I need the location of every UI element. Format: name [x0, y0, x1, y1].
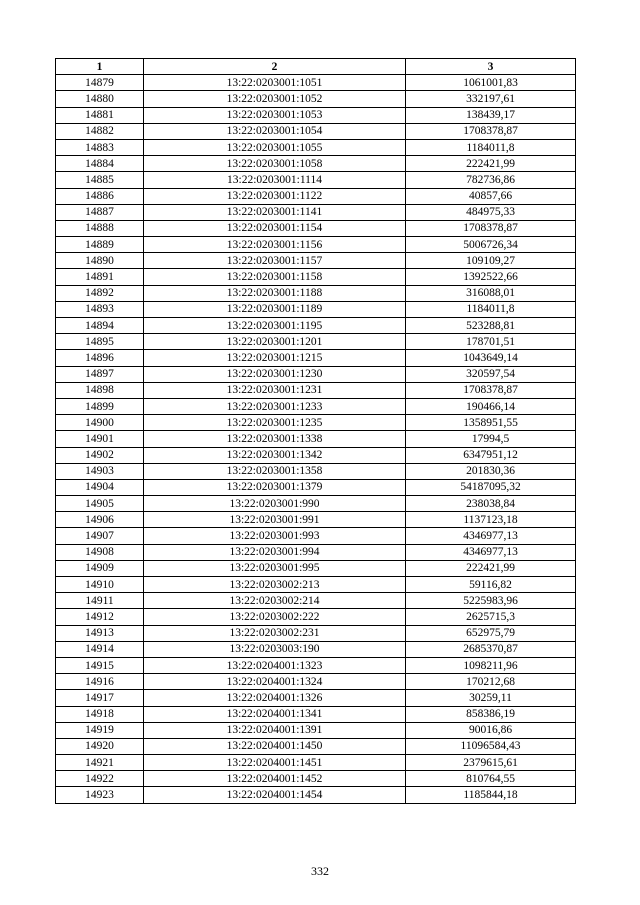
table-row	[56, 156, 576, 172]
row-number-cell: 14894	[56, 318, 144, 334]
cadastral-number-cell: 13:22:0203001:1141	[144, 204, 406, 220]
cadastral-number-cell: 13:22:0203001:1338	[144, 431, 406, 447]
cadastral-number-cell: 13:22:0203001:993	[144, 528, 406, 544]
table-row	[56, 528, 576, 544]
value-cell: 4346977,13	[406, 544, 576, 560]
row-number-cell: 14887	[56, 204, 144, 220]
row-number-cell: 14923	[56, 787, 144, 803]
cadastral-number-cell: 13:22:0204001:1324	[144, 674, 406, 690]
header-row	[56, 59, 576, 75]
cadastral-number-cell: 13:22:0203001:1157	[144, 253, 406, 269]
value-cell: 17994,5	[406, 431, 576, 447]
row-number-cell: 14909	[56, 560, 144, 576]
table-row	[56, 447, 576, 463]
cadastral-number-cell: 13:22:0203002:222	[144, 609, 406, 625]
value-cell: 316088,01	[406, 285, 576, 301]
cadastral-number-cell: 13:22:0203001:1189	[144, 301, 406, 317]
cadastral-number-cell: 13:22:0204001:1326	[144, 690, 406, 706]
table-row	[56, 771, 576, 787]
table-row	[56, 625, 576, 641]
table-row	[56, 334, 576, 350]
table-header	[56, 59, 576, 75]
cadastral-number-cell: 13:22:0203001:1215	[144, 350, 406, 366]
row-number-cell: 14916	[56, 674, 144, 690]
value-cell: 810764,55	[406, 771, 576, 787]
value-cell: 4346977,13	[406, 528, 576, 544]
table-row	[56, 318, 576, 334]
table-row	[56, 690, 576, 706]
row-number-cell: 14918	[56, 706, 144, 722]
table-row	[56, 366, 576, 382]
cadastral-number-cell: 13:22:0203001:994	[144, 544, 406, 560]
value-cell: 5225983,96	[406, 593, 576, 609]
value-cell: 201830,36	[406, 463, 576, 479]
page-number: 332	[311, 864, 329, 878]
value-cell: 6347951,12	[406, 447, 576, 463]
row-number-cell: 14896	[56, 350, 144, 366]
value-cell: 1184011,8	[406, 139, 576, 155]
table-row	[56, 269, 576, 285]
table-row	[56, 237, 576, 253]
table-row	[56, 706, 576, 722]
row-number-cell: 14883	[56, 139, 144, 155]
row-number-cell: 14880	[56, 91, 144, 107]
value-cell: 858386,19	[406, 706, 576, 722]
cadastral-number-cell: 13:22:0204001:1341	[144, 706, 406, 722]
cadastral-number-cell: 13:22:0203001:1230	[144, 366, 406, 382]
row-number-cell: 14885	[56, 172, 144, 188]
value-cell: 190466,14	[406, 398, 576, 414]
table-row	[56, 91, 576, 107]
value-cell: 109109,27	[406, 253, 576, 269]
cadastral-number-cell: 13:22:0203001:1058	[144, 156, 406, 172]
cadastral-number-cell: 13:22:0203001:1158	[144, 269, 406, 285]
row-number-cell: 14914	[56, 641, 144, 657]
cadastral-number-cell: 13:22:0203001:995	[144, 560, 406, 576]
value-cell: 782736,86	[406, 172, 576, 188]
cadastral-number-cell: 13:22:0203003:190	[144, 641, 406, 657]
table-body	[56, 75, 576, 803]
cadastral-number-cell: 13:22:0203001:1051	[144, 75, 406, 91]
column-header-2: 2	[144, 59, 406, 75]
cadastral-number-cell: 13:22:0203001:1233	[144, 398, 406, 414]
cadastral-number-cell: 13:22:0203001:1342	[144, 447, 406, 463]
value-cell: 1061001,83	[406, 75, 576, 91]
row-number-cell: 14889	[56, 237, 144, 253]
table-row	[56, 285, 576, 301]
table-row	[56, 593, 576, 609]
row-number-cell: 14902	[56, 447, 144, 463]
row-number-cell: 14908	[56, 544, 144, 560]
value-cell: 11096584,43	[406, 738, 576, 754]
row-number-cell: 14897	[56, 366, 144, 382]
cadastral-number-cell: 13:22:0204001:1452	[144, 771, 406, 787]
value-cell: 1708378,87	[406, 123, 576, 139]
table-row	[56, 253, 576, 269]
table-row	[56, 674, 576, 690]
table-row	[56, 172, 576, 188]
table-row	[56, 350, 576, 366]
table-row	[56, 577, 576, 593]
table-row	[56, 738, 576, 754]
row-number-cell: 14907	[56, 528, 144, 544]
cadastral-number-cell: 13:22:0204001:1454	[144, 787, 406, 803]
value-cell: 484975,33	[406, 204, 576, 220]
row-number-cell: 14891	[56, 269, 144, 285]
value-cell: 1392522,66	[406, 269, 576, 285]
table-row	[56, 107, 576, 123]
table-row	[56, 382, 576, 398]
value-cell: 2379615,61	[406, 755, 576, 771]
row-number-cell: 14882	[56, 123, 144, 139]
row-number-cell: 14911	[56, 593, 144, 609]
table-row	[56, 301, 576, 317]
row-number-cell: 14898	[56, 382, 144, 398]
row-number-cell: 14920	[56, 738, 144, 754]
row-number-cell: 14912	[56, 609, 144, 625]
row-number-cell: 14910	[56, 577, 144, 593]
table-row	[56, 398, 576, 414]
cadastral-number-cell: 13:22:0203001:1156	[144, 237, 406, 253]
row-number-cell: 14903	[56, 463, 144, 479]
table-row	[56, 204, 576, 220]
value-cell: 1708378,87	[406, 382, 576, 398]
value-cell: 1358951,55	[406, 415, 576, 431]
table-row	[56, 544, 576, 560]
cadastral-number-cell: 13:22:0204001:1450	[144, 738, 406, 754]
row-number-cell: 14917	[56, 690, 144, 706]
row-number-cell: 14900	[56, 415, 144, 431]
cadastral-number-cell: 13:22:0203001:1358	[144, 463, 406, 479]
table-row	[56, 657, 576, 673]
table-row	[56, 415, 576, 431]
row-number-cell: 14895	[56, 334, 144, 350]
table-row	[56, 188, 576, 204]
cadastral-number-cell: 13:22:0203001:1053	[144, 107, 406, 123]
cadastral-number-cell: 13:22:0203001:1201	[144, 334, 406, 350]
value-cell: 178701,51	[406, 334, 576, 350]
cadastral-number-cell: 13:22:0203001:1054	[144, 123, 406, 139]
value-cell: 1185844,18	[406, 787, 576, 803]
row-number-cell: 14888	[56, 220, 144, 236]
row-number-cell: 14913	[56, 625, 144, 641]
table-row	[56, 431, 576, 447]
value-cell: 54187095,32	[406, 479, 576, 495]
cadastral-number-cell: 13:22:0203001:1052	[144, 91, 406, 107]
cadastral-number-cell: 13:22:0203001:1195	[144, 318, 406, 334]
value-cell: 222421,99	[406, 156, 576, 172]
value-cell: 320597,54	[406, 366, 576, 382]
row-number-cell: 14899	[56, 398, 144, 414]
row-number-cell: 14893	[56, 301, 144, 317]
value-cell: 30259,11	[406, 690, 576, 706]
table-row	[56, 463, 576, 479]
cadastral-number-cell: 13:22:0203001:1235	[144, 415, 406, 431]
table-row	[56, 139, 576, 155]
data-table	[55, 58, 576, 804]
cadastral-number-cell: 13:22:0203002:214	[144, 593, 406, 609]
cadastral-number-cell: 13:22:0203001:1188	[144, 285, 406, 301]
value-cell: 2625715,3	[406, 609, 576, 625]
row-number-cell: 14879	[56, 75, 144, 91]
value-cell: 1137123,18	[406, 512, 576, 528]
table-row	[56, 479, 576, 495]
row-number-cell: 14921	[56, 755, 144, 771]
table-row	[56, 512, 576, 528]
cadastral-number-cell: 13:22:0203001:1231	[144, 382, 406, 398]
cadastral-number-cell: 13:22:0203001:1379	[144, 479, 406, 495]
value-cell: 332197,61	[406, 91, 576, 107]
row-number-cell: 14901	[56, 431, 144, 447]
column-header-3: 3	[406, 59, 576, 75]
row-number-cell: 14905	[56, 496, 144, 512]
value-cell: 1708378,87	[406, 220, 576, 236]
cadastral-number-cell: 13:22:0204001:1391	[144, 722, 406, 738]
table-row	[56, 755, 576, 771]
row-number-cell: 14915	[56, 657, 144, 673]
table-row	[56, 496, 576, 512]
value-cell: 59116,82	[406, 577, 576, 593]
row-number-cell: 14881	[56, 107, 144, 123]
value-cell: 5006726,34	[406, 237, 576, 253]
row-number-cell: 14890	[56, 253, 144, 269]
value-cell: 2685370,87	[406, 641, 576, 657]
table-row	[56, 560, 576, 576]
value-cell: 222421,99	[406, 560, 576, 576]
value-cell: 238038,84	[406, 496, 576, 512]
table-row	[56, 609, 576, 625]
value-cell: 652975,79	[406, 625, 576, 641]
cadastral-number-cell: 13:22:0204001:1323	[144, 657, 406, 673]
value-cell: 1184011,8	[406, 301, 576, 317]
row-number-cell: 14892	[56, 285, 144, 301]
table-row	[56, 123, 576, 139]
value-cell: 138439,17	[406, 107, 576, 123]
table-row	[56, 641, 576, 657]
value-cell: 170212,68	[406, 674, 576, 690]
value-cell: 1098211,96	[406, 657, 576, 673]
table-row	[56, 220, 576, 236]
value-cell: 90016,86	[406, 722, 576, 738]
cadastral-number-cell: 13:22:0203001:991	[144, 512, 406, 528]
cadastral-number-cell: 13:22:0203001:990	[144, 496, 406, 512]
table-row	[56, 787, 576, 803]
cadastral-number-cell: 13:22:0203002:213	[144, 577, 406, 593]
cadastral-number-cell: 13:22:0203001:1122	[144, 188, 406, 204]
value-cell: 40857,66	[406, 188, 576, 204]
table-row	[56, 75, 576, 91]
column-header-1: 1	[56, 59, 144, 75]
cadastral-number-cell: 13:22:0204001:1451	[144, 755, 406, 771]
row-number-cell: 14904	[56, 479, 144, 495]
value-cell: 523288,81	[406, 318, 576, 334]
cadastral-number-cell: 13:22:0203001:1114	[144, 172, 406, 188]
cadastral-number-cell: 13:22:0203002:231	[144, 625, 406, 641]
value-cell: 1043649,14	[406, 350, 576, 366]
row-number-cell: 14906	[56, 512, 144, 528]
row-number-cell: 14922	[56, 771, 144, 787]
cadastral-number-cell: 13:22:0203001:1055	[144, 139, 406, 155]
row-number-cell: 14886	[56, 188, 144, 204]
row-number-cell: 14919	[56, 722, 144, 738]
row-number-cell: 14884	[56, 156, 144, 172]
cadastral-number-cell: 13:22:0203001:1154	[144, 220, 406, 236]
table-row	[56, 722, 576, 738]
